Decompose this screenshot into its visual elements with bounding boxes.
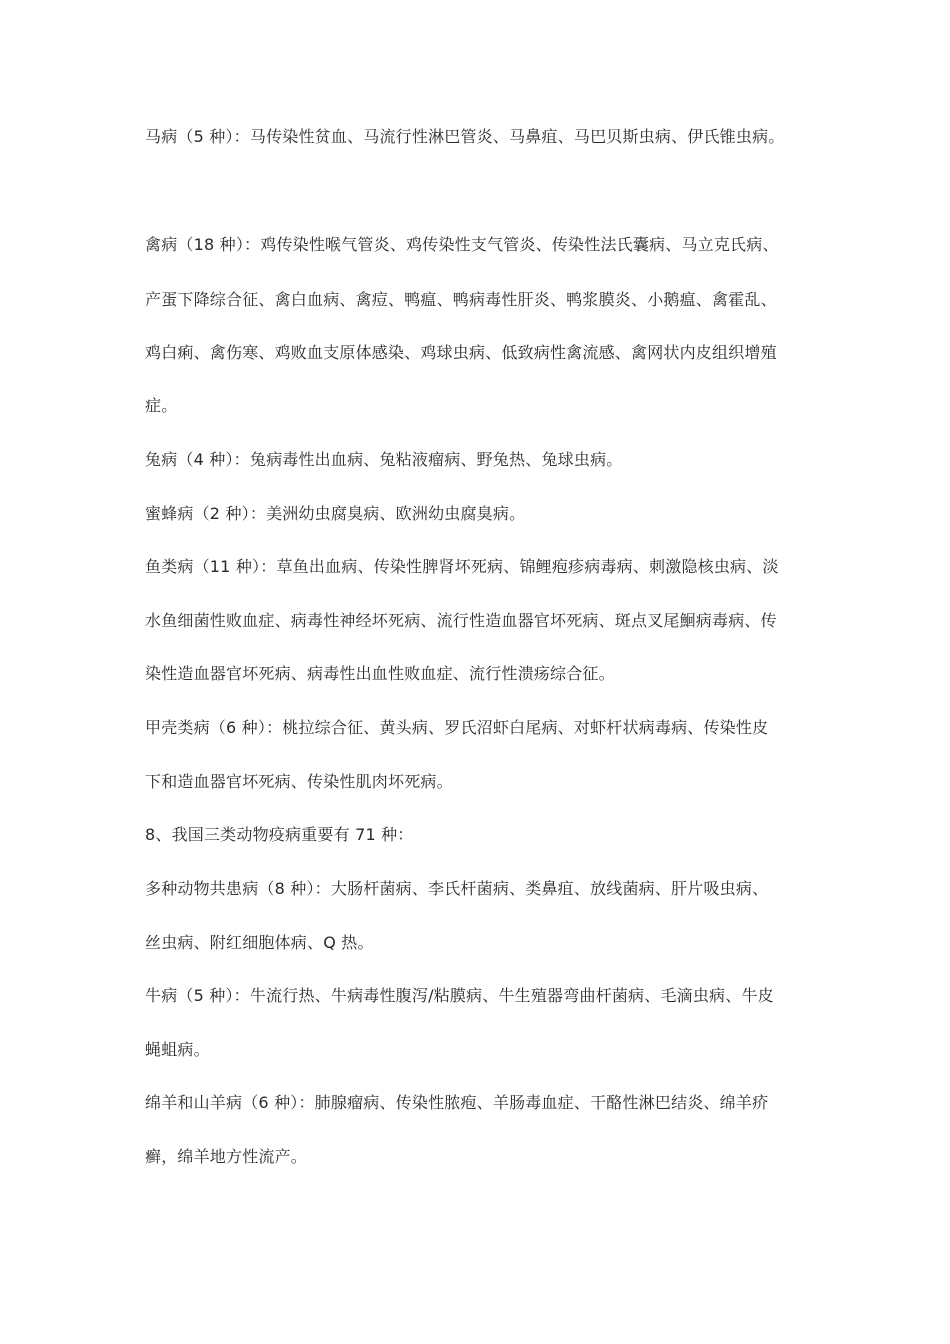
text-line-poultry-diseases-3: 鸡白痢、禽伤寒、鸡败血支原体感染、鸡球虫病、低致病性禽流感、禽网状内皮组织增殖 xyxy=(145,343,777,362)
text-line-sheep-goat-diseases-2: 癣，绵羊地方性流产。 xyxy=(145,1147,308,1166)
text-line-crustacean-diseases-2: 下和造血器官坏死病、传染性肌肉坏死病。 xyxy=(145,772,453,791)
text-line-horse-diseases: 马病（5 种）：马传染性贫血、马流行性淋巴管炎、马鼻疽、马巴贝斯虫病、伊氏锥虫病。 xyxy=(145,127,785,146)
text-line-crustacean-diseases-1: 甲壳类病（6 种）：桃拉综合征、黄头病、罗氏沼虾白尾病、对虾杆状病毒病、传染性皮 xyxy=(145,718,769,737)
text-line-fish-diseases-1: 鱼类病（11 种）：草鱼出血病、传染性脾肾坏死病、锦鲤疱疹病毒病、刺激隐核虫病、淡 xyxy=(145,557,779,576)
text-line-fish-diseases-2: 水鱼细菌性败血症、病毒性神经坏死病、流行性造血器官坏死病、斑点叉尾鮰病毒病、传 xyxy=(145,611,777,630)
text-line-multi-species-diseases-1: 多种动物共患病（8 种）：大肠杆菌病、李氏杆菌病、类鼻疽、放线菌病、肝片吸虫病、 xyxy=(145,879,769,898)
text-line-cattle-diseases-2: 蝇蛆病。 xyxy=(145,1040,210,1059)
text-line-rabbit-diseases: 兔病（4 种）：兔病毒性出血病、兔粘液瘤病、野兔热、兔球虫病。 xyxy=(145,450,623,469)
text-line-bee-diseases: 蜜蜂病（2 种）：美洲幼虫腐臭病、欧洲幼虫腐臭病。 xyxy=(145,504,526,523)
text-line-poultry-diseases-2: 产蛋下降综合征、禽白血病、禽痘、鸭瘟、鸭病毒性肝炎、鸭浆膜炎、小鹅瘟、禽霍乱、 xyxy=(145,290,777,309)
text-line-poultry-diseases-1: 禽病（18 种）：鸡传染性喉气管炎、鸡传染性支气管炎、传染性法氏囊病、马立克氏病、 xyxy=(145,235,779,254)
text-line-poultry-diseases-4: 症。 xyxy=(145,396,178,415)
text-line-fish-diseases-3: 染性造血器官坏死病、病毒性出血性败血症、流行性溃疡综合征。 xyxy=(145,664,615,683)
text-line-sheep-goat-diseases-1: 绵羊和山羊病（6 种）：肺腺瘤病、传染性脓疱、羊肠毒血症、干酪性淋巴结炎、绵羊疥 xyxy=(145,1093,769,1112)
text-line-class-three-heading: 8、我国三类动物疫病重要有 71 种： xyxy=(145,825,414,844)
text-line-multi-species-diseases-2: 丝虫病、附红细胞体病、Q 热。 xyxy=(145,933,374,952)
text-line-cattle-diseases-1: 牛病（5 种）：牛流行热、牛病毒性腹泻/粘膜病、牛生殖器弯曲杆菌病、毛滴虫病、牛皮 xyxy=(145,986,774,1005)
